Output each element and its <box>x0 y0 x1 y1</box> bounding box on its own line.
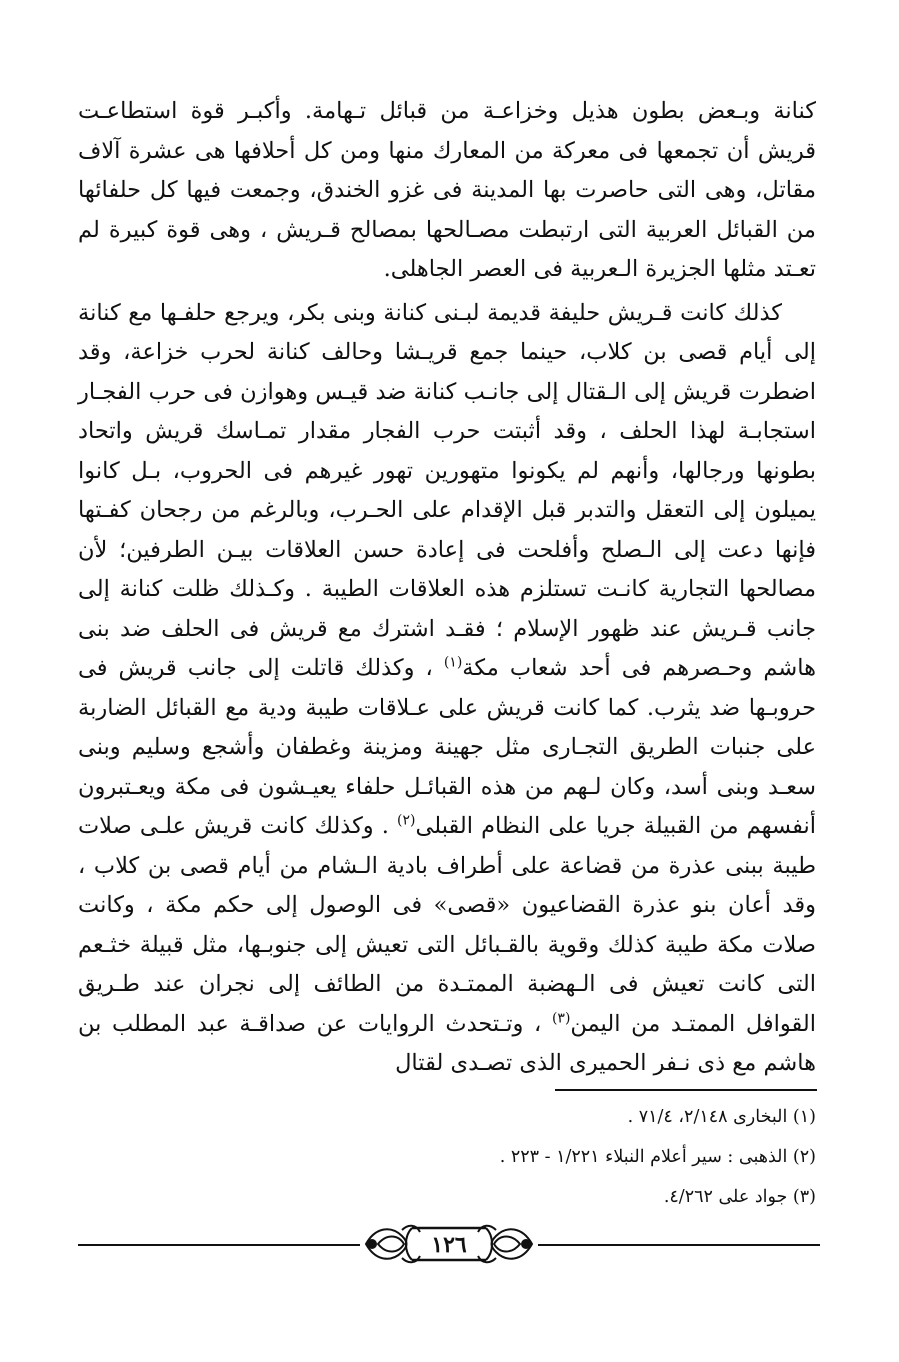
footnote-reference: (١) <box>443 654 463 671</box>
paragraph-text: . وكذلك كانت قريش علـى صلات طيبة ببنى عذرة من قضاعة على أطراف بادية الـشام من أيام قصى بن كلاب ، وقد أعان بنو عذرة القضاعيون «قصى» فى الوصول إلى حكم مكة ، وكانت صلات مكة طيبة كذلك وقوية بالقـبائل التى تعيش إلى جنوبـها، مثل قبيلة خثـعم التى كانت تعيش فى الـهضبة الممتـدة من الطائف إلى نجران عند طـريق القوافل الممتـد من اليمن <box>78 813 817 1037</box>
footnote-1: (١) البخارى ٢/١٤٨، ٧١/٤ . <box>627 1107 816 1127</box>
footnotes <box>78 1097 816 1217</box>
paragraph-text: كنانة وبـعض بطون هذيل وخزاعـة من قبائل تـهامة. وأكبـر قوة استطاعـت قريش أن تجمعها فى معركة من المعارك منها ومن كل أحلافها هى عشرة آلاف مقاتل، وهى التى حاصرت بها المدينة فى غزو الخندق، وجمعت فيها كل حلفائها من القبائل العربية التى ارتبطت مصـالحها بمصالح قـريش ، وهى قوة كبيرة لم تعـتد مثلها الجزيرة الـعربية فى العصر الجاهلى. <box>78 98 816 282</box>
paragraph-2 <box>78 294 816 1084</box>
footnote-separator <box>555 1089 817 1091</box>
footnote-2: (٢) الذهبى : سير أعلام النبلاء ١/٢٢١ - ٢٢٣ . <box>499 1147 816 1167</box>
paragraph-text: ، وتـتحدث الروايات عن صداقـة عبد المطلب بن هاشم مع ذى نـفر الحميرى الذى تصـدى لقتال <box>78 1010 816 1076</box>
footer-rule-right <box>538 1244 820 1246</box>
footnote-reference: (٢) <box>397 812 416 829</box>
paragraph-text: كذلك كانت قـريش حليفة قديمة لبـنى كنانة وبنى بكر، ويرجع حلفـها مع كنانة إلى أيام قصى بن كلاب، حينما جمع قريـشا وحالف كنانة لحرب خزاعة، وقد اضطرت قريش إلى الـقتال إلى جانـب كنانة ضد قيـس وهوازن فى حرب الفجـار استجابـة لهذا الحلف ، وقد أثبتت حرب الفجار مقدار تمـاسك قريش واتحاد بطونها ورجالها، وأنهم لم يكونوا متهورين تهور غيرهم فى الحروب، بـل كانوا يميلون إلى التعقل والتدبر قبل الإقدام على الحـرب، وبالرغم من رجحان كفـتها فإنها دعت إلى الـصلح وأفلحت فى إعادة حسن العلاقات بيـن الطرفين؛ لأن مصالحها التجارية كانـت تستلزم هذه العلاقات الطيبة . وكـذلك ظلت كنانة إلى جانب قـريش عند ظهور الإسلام ؛ فقـد اشترك مع قريش فى الحلف ضد بنى هاشم وحـصرهم فى أحد شعاب مكة <box>78 299 816 681</box>
paragraph-text: ، وكذلك قاتلت إلى جانب قريش فى حروبـها ضد يثرب. كما كانت قريش على عـلاقات طيبة ودية مع القبائل الضاربة على جنبات الطريق التجـارى مثل جهينة ومزينة وغطفان وأشجع وسليم وبنى سعـد وبنى أسد، وكان لـهم من هذه القبائـل حلفاء يعيـشون فى مكة ويعـتبرون أنفسهم من القبيلة جريا على النظام القبلى <box>78 655 816 839</box>
page-number: ١٢٦ <box>431 1232 467 1258</box>
paragraph-1 <box>78 92 816 290</box>
footnote-reference: (٣) <box>551 1010 571 1026</box>
body-text <box>78 92 816 1084</box>
footnote-3: (٣) جواد على ٤/٢٦٢. <box>663 1187 816 1207</box>
footer-rule-left <box>78 1244 360 1246</box>
